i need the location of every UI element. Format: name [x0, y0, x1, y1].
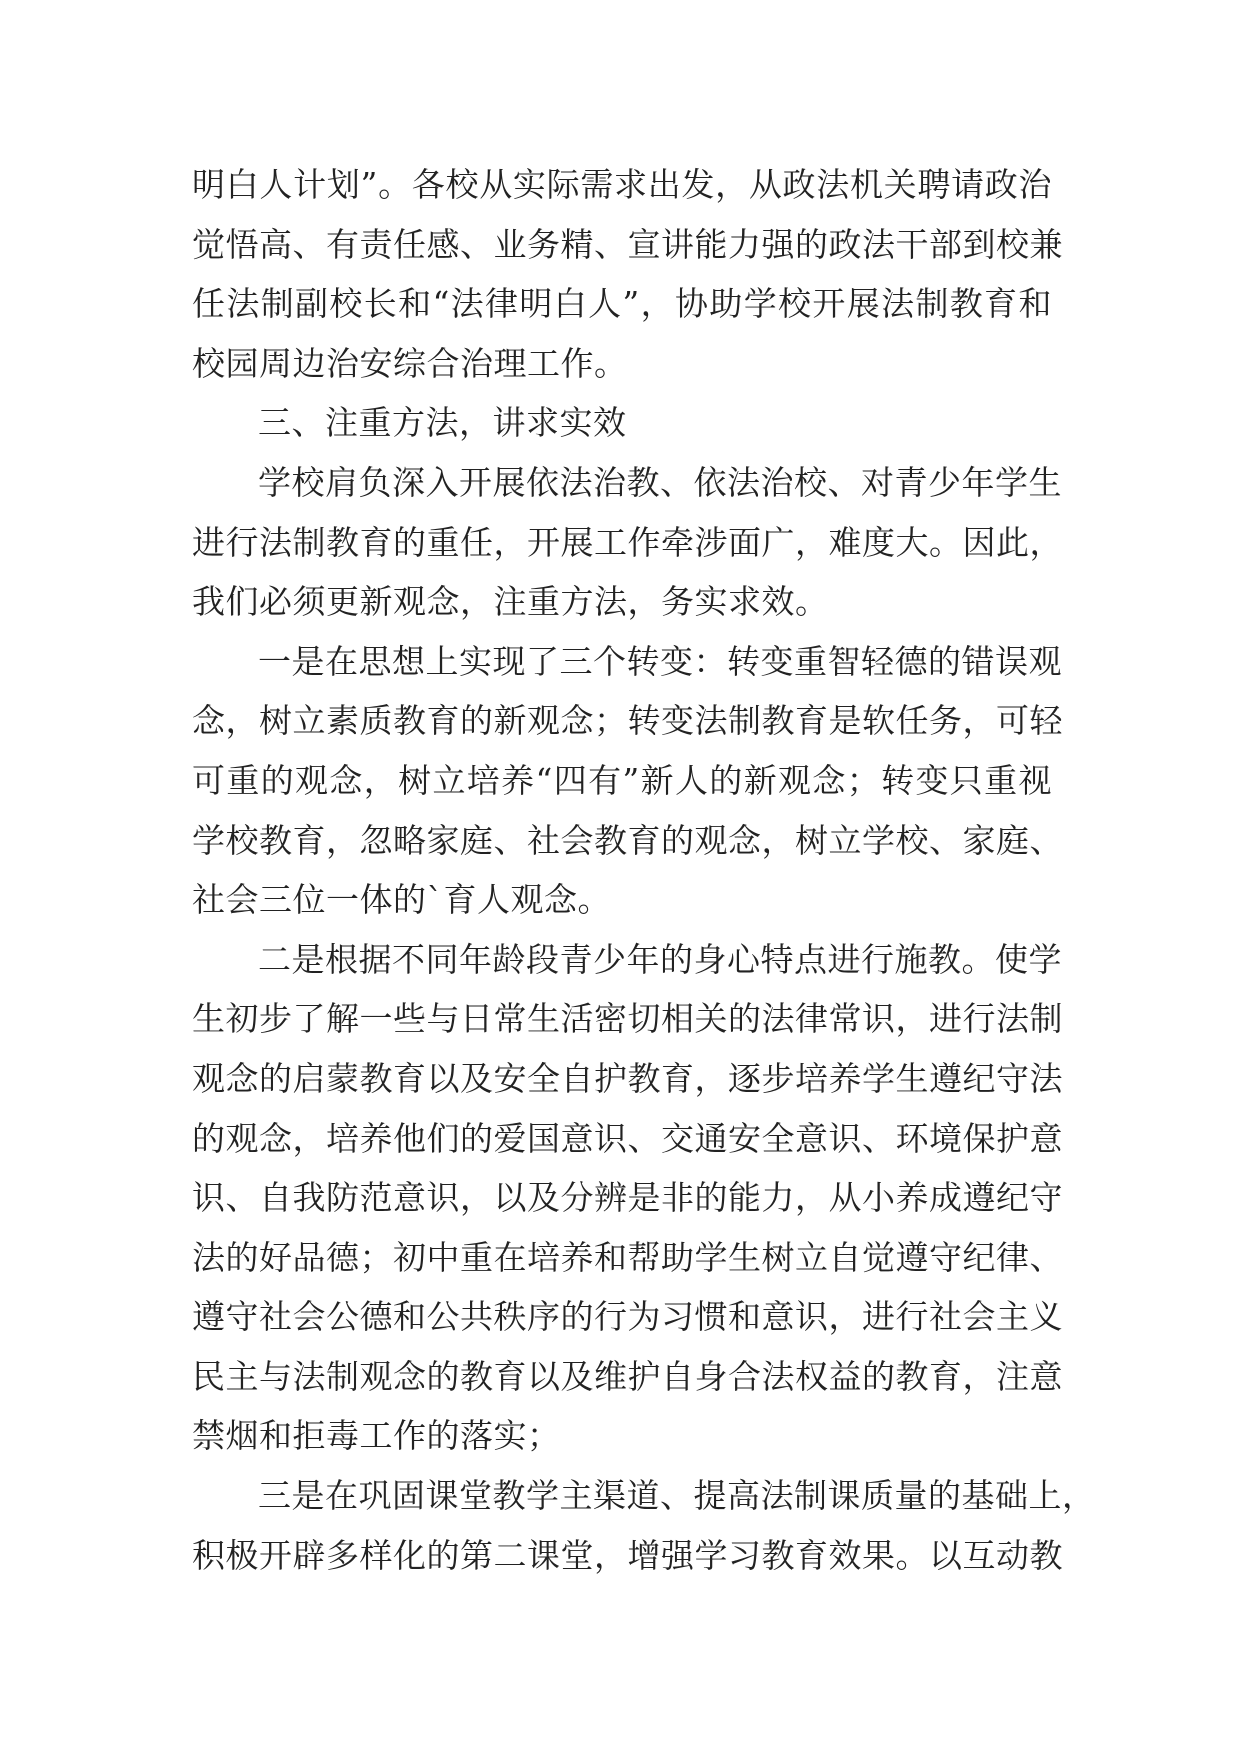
- text-line: 识、自我防范意识，以及分辨是非的能力，从小养成遵纪守: [192, 1178, 1063, 1218]
- text-line: 生初步了解一些与日常生活密切相关的法律常识，进行法制: [192, 999, 1063, 1039]
- text-line: 我们必须更新观念，注重方法，务实求效。: [192, 582, 829, 622]
- text-line: 觉悟高、有责任感、业务精、宣讲能力强的政法干部到校兼: [192, 224, 1063, 264]
- section-heading: 三、注重方法，讲求实效: [258, 403, 627, 443]
- text-line: 社会三位一体的`育人观念。: [192, 880, 611, 920]
- text-line: 校园周边治安综合治理工作。: [192, 343, 628, 383]
- text-line: 二是根据不同年龄段青少年的身心特点进行施教。使学: [258, 939, 1062, 979]
- text-line: 念，树立素质教育的新观念；转变法制教育是软任务，可轻: [192, 701, 1063, 741]
- text-line: 法的好品德；初中重在培养和帮助学生树立自觉遵守纪律、: [192, 1237, 1063, 1277]
- text-line: 遵守社会公德和公共秩序的行为习惯和意识，进行社会主义: [192, 1297, 1063, 1337]
- text-line: 的观念，培养他们的爱国意识、交通安全意识、环境保护意: [192, 1118, 1063, 1158]
- text-line: 一是在思想上实现了三个转变：转变重智轻德的错误观: [258, 641, 1062, 681]
- text-line: 学校肩负深入开展依法治教、依法治校、对青少年学生: [258, 462, 1062, 502]
- text-line: 民主与法制观念的教育以及维护自身合法权益的教育，注意: [192, 1356, 1063, 1396]
- text-line: 积极开辟多样化的第二课堂，增强学习教育效果。以互动教: [192, 1535, 1063, 1575]
- text-line: 任法制副校长和“法律明白人”，协助学校开展法制教育和: [192, 284, 1052, 324]
- text-line: 进行法制教育的重任，开展工作牵涉面广，难度大。因此，: [192, 522, 1063, 562]
- text-line: 禁烟和拒毒工作的落实；: [192, 1416, 561, 1456]
- text-line: 明白人计划”。各校从实际需求出发，从政法机关聘请政治: [192, 165, 1052, 204]
- text-line: 学校教育，忽略家庭、社会教育的观念，树立学校、家庭、: [192, 820, 1063, 860]
- text-line: 可重的观念，树立培养“四有”新人的新观念；转变只重视: [192, 760, 1052, 800]
- text-line: 观念的启蒙教育以及安全自护教育，逐步培养学生遵纪守法: [192, 1058, 1063, 1098]
- document-body: [192, 155, 1096, 1585]
- text-line: 三是在巩固课堂教学主渠道、提高法制课质量的基础上，: [258, 1476, 1096, 1516]
